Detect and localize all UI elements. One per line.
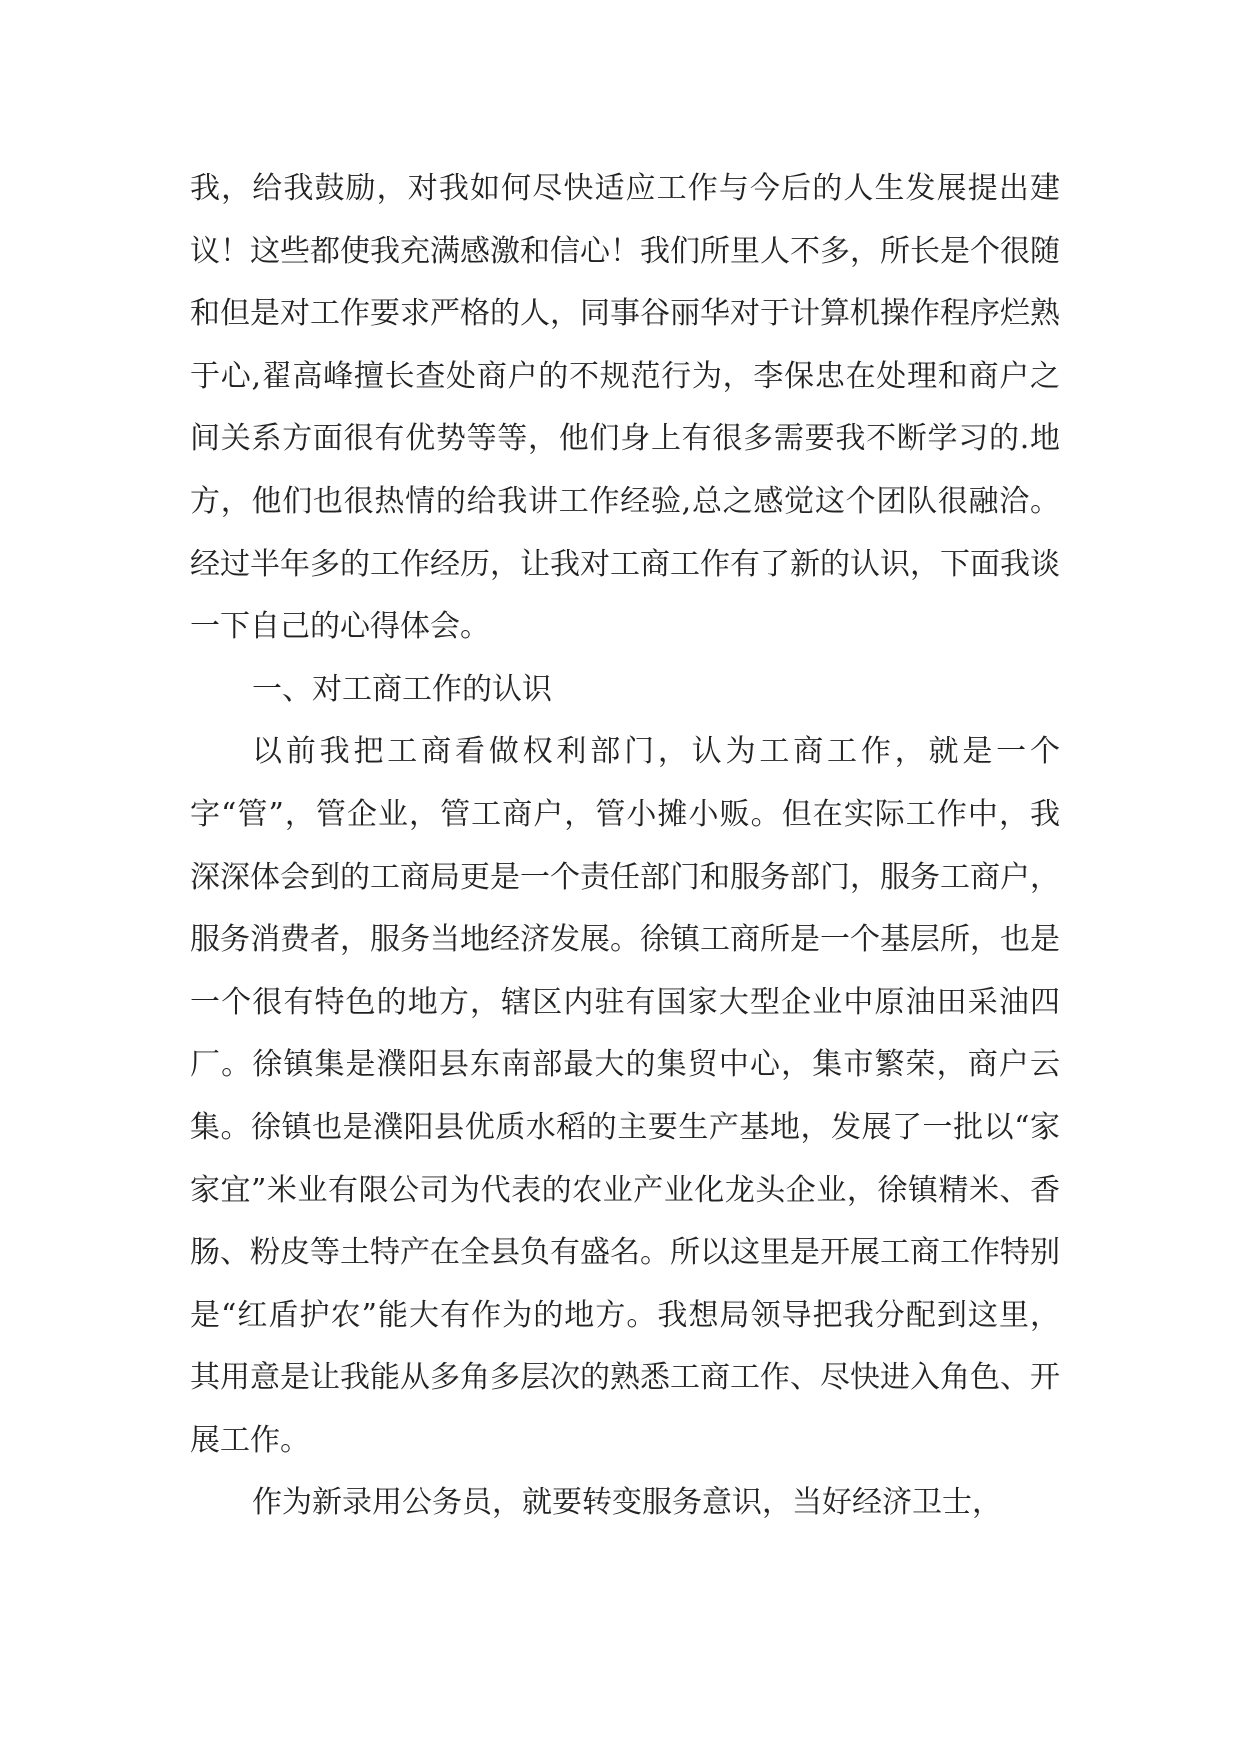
paragraph-intro: 我，给我鼓励，对我如何尽快适应工作与今后的人生发展提出建议！这些都使我充满感激和信心！我们所里人不多，所长是个很随和但是对工作要求严格的人，同事谷丽华对于计算机操作程序烂熟于心,翟高峰擅长查处商户的不规范行为，李保忠在处理和商户之间关系方面很有优势等等，他们身上有很多需要我不断学习的.地方，他们也很热情的给我讲工作经验,总之感觉这个团队很融洽。经过半年多的工作经历，让我对工商工作有了新的认识，下面我谈一下自己的心得体会。 [190,171,1060,645]
document-body [190,158,1060,1535]
section-heading: 一、对工商工作的认识 [252,671,552,707]
paragraph-service: 作为新录用公务员，就要转变服务意识，当好经济卫士， [252,1485,1002,1521]
paragraph-understanding: 以前我把工商看做权利部门，认为工商工作，就是一个字“管”，管企业，管工商户，管小摊小贩。但在实际工作中，我深深体会到的工商局更是一个责任部门和服务部门，服务工商户，服务消费者，服务当地经济发展。徐镇工商所是一个基层所，也是一个很有特色的地方，辖区内驻有国家大型企业中原油田采油四厂。徐镇集是濮阳县东南部最大的集贸中心，集市繁荣，商户云集。徐镇也是濮阳县优质水稻的主要生产基地，发展了一批以“家家宜”米业有限公司为代表的农业产业化龙头企业，徐镇精米、香肠、粉皮等土特产在全县负有盛名。所以这里是开展工商工作特别是“红盾护农”能大有作为的地方。我想局领导把我分配到这里，其用意是让我能从多角多层次的熟悉工商工作、尽快进入角色、开展工作。 [190,734,1060,1458]
